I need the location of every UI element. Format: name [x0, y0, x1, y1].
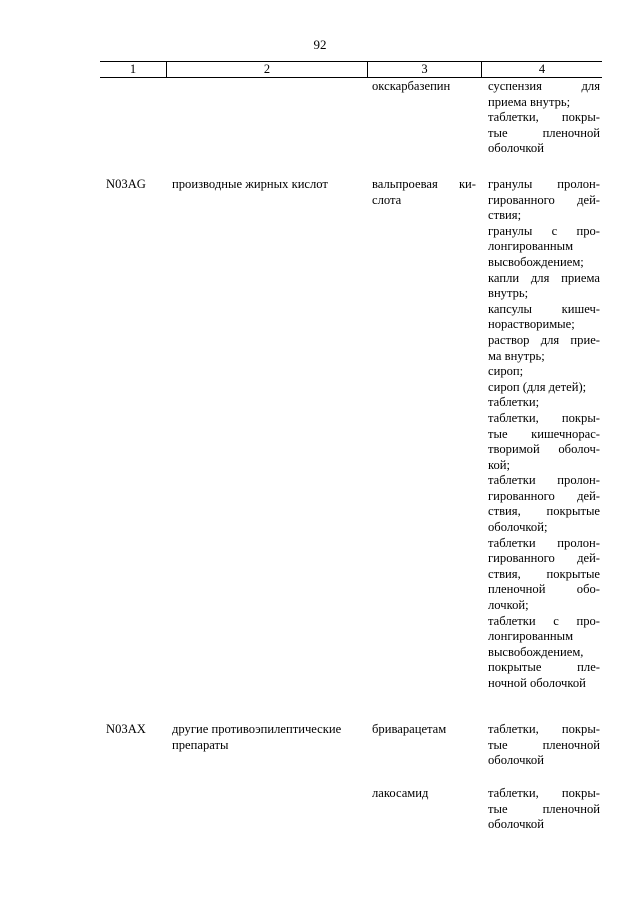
dosage-forms-line: оболочкой — [488, 141, 544, 156]
dosage-forms-line: высвобождением; — [488, 254, 584, 269]
dosage-forms-line: ствия, покрытые — [488, 504, 600, 519]
drug-name — [372, 722, 476, 738]
dosage-forms-line: норастворимые; — [488, 317, 575, 332]
dosage-forms-line: таблетки с про- — [488, 613, 600, 628]
dosage-forms-line: таблетки, покры- — [488, 110, 600, 125]
drug-name-line: окскарбазепин — [372, 79, 451, 93]
dosage-forms-line: кой; — [488, 457, 511, 472]
dosage-forms-line: сироп (для детей); — [488, 379, 587, 394]
dosage-forms-line: тые пленочной — [488, 125, 600, 140]
pharmacological-group-line: производные жирных кислот — [172, 177, 328, 191]
header-col-3: 3 — [421, 62, 428, 76]
dosage-forms-line: гранулы с про- — [488, 223, 600, 238]
drug-name — [372, 79, 476, 95]
dosage-forms-line: суспензия для — [488, 79, 600, 93]
dosage-forms-line: высвобождением, — [488, 644, 584, 659]
drug-name-line: слота — [372, 192, 402, 207]
dosage-forms-line: тые пленочной — [488, 737, 600, 752]
dosage-forms-line: таблетки пролон- — [488, 473, 600, 488]
drug-name-line: лакосамид — [372, 786, 429, 800]
dosage-forms-line: сироп; — [488, 364, 524, 379]
pharmacological-group-line: препараты — [172, 737, 229, 752]
dosage-forms-line: лонгированным — [488, 629, 574, 644]
atc-code — [106, 177, 166, 193]
page-number: 92 — [313, 37, 327, 52]
dosage-forms-line: гированного дей- — [488, 192, 600, 207]
pharmacological-group — [172, 722, 367, 753]
dosage-forms-line: покрытые пле- — [488, 660, 600, 675]
dosage-forms-line: оболочкой — [488, 817, 544, 832]
header-col-4: 4 — [538, 62, 546, 76]
dosage-forms-line: тые кишечнорас- — [488, 426, 600, 441]
dosage-forms-line: ночной оболочкой — [488, 676, 586, 690]
dosage-forms-line: таблетки пролон- — [488, 535, 600, 550]
atc-code-line: N03AX — [106, 722, 146, 736]
drug-name-line: вальпроевая ки- — [372, 177, 476, 191]
dosage-forms-line: приема внутрь; — [488, 94, 571, 109]
dosage-forms-line: таблетки; — [488, 395, 540, 410]
drug-name — [372, 786, 476, 802]
dosage-forms-line: ма внутрь; — [488, 348, 545, 363]
dosage-forms — [488, 722, 600, 769]
table-header — [100, 61, 602, 78]
dosage-forms-line: таблетки, покры- — [488, 410, 600, 425]
dosage-forms-line: ствия, покрытые — [488, 566, 600, 581]
header-col-2: 2 — [263, 62, 271, 76]
drug-name — [372, 177, 476, 208]
pharmacological-group-line: другие противоэпилептические — [172, 722, 342, 736]
dosage-forms-line: гированного дей- — [488, 488, 600, 503]
dosage-forms-line: оболочкой — [488, 753, 544, 768]
dosage-forms — [488, 786, 600, 833]
dosage-forms-line: оболочкой; — [488, 520, 548, 535]
atc-code-line: N03AG — [106, 177, 146, 191]
dosage-forms-line: тые пленочной — [488, 801, 600, 816]
dosage-forms — [488, 177, 600, 692]
dosage-forms-line: капсулы кишеч- — [488, 301, 600, 316]
pharmacological-group — [172, 177, 367, 193]
dosage-forms-line: пленочной обо- — [488, 582, 600, 597]
dosage-forms-line: внутрь; — [488, 286, 529, 301]
dosage-forms — [488, 79, 600, 157]
dosage-forms-line: раствор для прие- — [488, 332, 600, 347]
atc-code — [106, 722, 166, 738]
dosage-forms-line: таблетки, покры- — [488, 786, 600, 800]
drug-name-line: бриварацетам — [372, 722, 447, 736]
dosage-forms-line: ствия; — [488, 208, 522, 223]
header-col-1: 1 — [129, 62, 137, 76]
dosage-forms-line: творимой оболоч- — [488, 442, 600, 457]
dosage-forms-line: капли для приема — [488, 270, 600, 285]
dosage-forms-line: таблетки, покры- — [488, 722, 600, 736]
dosage-forms-line: гированного дей- — [488, 551, 600, 566]
dosage-forms-line: гранулы пролон- — [488, 177, 600, 191]
dosage-forms-line: лочкой; — [488, 598, 529, 613]
dosage-forms-line: лонгированным — [488, 239, 574, 254]
